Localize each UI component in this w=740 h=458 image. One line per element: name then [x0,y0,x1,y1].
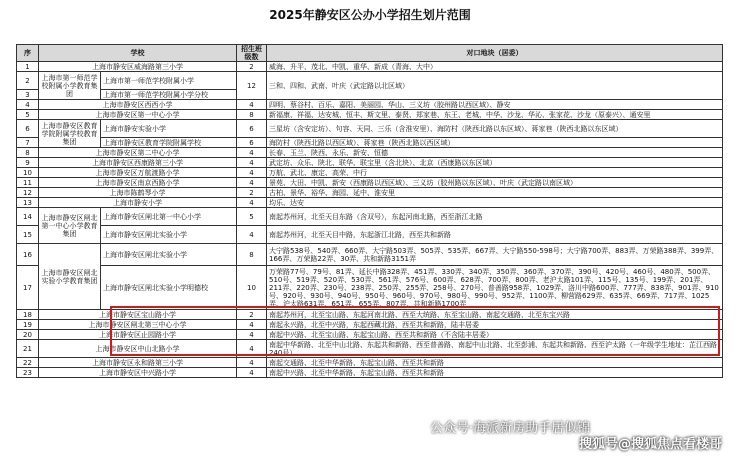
row-number: 4 [17,100,39,110]
table-row [17,330,723,340]
table-row [17,368,723,378]
row-number: 16 [17,244,39,266]
class-count: 10 [237,266,267,310]
class-count: 8 [237,244,267,266]
catchment-area: 南起苏州河，北至天目东路（含双号），东起河南北路，西至浙江北路 [267,208,723,226]
catchment-area: 南起交通路、北至中华新路、东起宝山路、西至共和新路 [267,358,723,368]
school-name: 上海市静安区闸北实验小学 [101,244,237,266]
row-number: 21 [17,340,39,358]
row-number: 2 [17,72,39,90]
catchment-area: 景苑、大田、中凯、新安（西康路以西区域）、三义坊（胶州路以东区域）、叶庆（武定路以南区域） [267,178,723,188]
col-area-header: 对口地块（居委） [267,45,723,62]
class-count: 4 [237,330,267,340]
row-number: 11 [17,178,39,188]
row-number: 15 [17,226,39,244]
school-name: 上海市静安区西康路第三小学 [39,158,237,168]
table-row [17,208,723,226]
table-row [17,72,723,90]
school-name: 上海市静安区第二中心小学 [39,148,237,158]
school-name: 上海市第一师范学校附属小学分校 [101,90,237,100]
col-classes-header: 招生班级数 [237,45,267,62]
catchment-area: 南起中华新路、北至中山北路、东起共和新路、西至普善路、南起中山北路、北至彭浦、东起共和新路、西至沪太路（一年级学生地址：芷江西路240号） [267,340,723,358]
row-number: 18 [17,310,39,320]
class-count: 6 [237,138,267,148]
class-count: 4 [237,148,267,158]
catchment-area: 四明、蔡谷村、百乐、嘉阳、美丽园、华山、三义坊（胶州路以西区域）、静安 [267,100,723,110]
catchment-area: 万航、武北、康定、高荣、中行 [267,168,723,178]
table-row [17,226,723,244]
class-count: 4 [237,100,267,110]
catchment-area: 武定坊、众乐、陕北、联华、联宝里（含北块）、北京（西康路以东区域） [267,158,723,168]
class-count: 4 [237,168,267,178]
class-count: 4 [237,158,267,168]
table-row [17,188,723,198]
school-group: 上海市第一师范学校附属小学教育集团 [39,72,101,100]
catchment-area: 南起永兴路，北至中兴路，东起西藏北路，西至共和新路，陆丰居委 [267,320,723,330]
table-row [17,110,723,120]
class-count: 4 [237,340,267,358]
school-name: 上海市静安区西西小学 [39,100,237,110]
row-number: 17 [17,266,39,310]
catchment-area: 均乐、达安 [267,198,723,208]
school-name: 上海市第一师范学校附属小学 [101,72,237,90]
enrollment-table [16,44,723,378]
table-row [17,320,723,330]
table-row [17,198,723,208]
school-name: 上海市静安区教育学院附属学校 [101,138,237,148]
catchment-area: 新福康、祥福、达安城、恒丰、斯文里、泰贤、郑家巷、东王、老城、中华、沙龙、华沁、张家花、沙龙（原泰兴）、通安里 [267,110,723,120]
school-name: 上海市静安区永和路第三小学 [39,358,237,368]
class-count: 2 [237,188,267,198]
catchment-area: 南起中兴路、北至宝山路、东起宝山路、西至共和新路（不含陆丰居委） [267,330,723,340]
row-number: 12 [17,188,39,198]
table-row [17,62,723,72]
class-count: 8 [237,110,267,120]
class-count: 2 [237,62,267,72]
school-group: 上海市静安区教育学院附属学校教育集团 [39,120,101,148]
table-row [17,310,723,320]
row-number: 8 [17,148,39,158]
catchment-area: 南起苏州河，北至宝山路、东起河南北路、西至大统路、东至宝山路、南起交通路、北至东宝兴路 [267,310,723,320]
catchment-area: 万荣路77号、79号、81弄、延长中路328弄、451弄、330弄、340弄、350弄、360弄、370弄、390号、420号、460号、480弄、500弄、510号、519弄、520弄、530弄、561弄、576号、600弄、628弄、700弄、800弄、老沪太路101弄、115号、135号、199弄、201弄、211弄、220弄、230号、238弄、250弄、255弄、258号、270号、普善路958弄、1029弄、洛川中路600弄、777弄、838弄、901弄、910号、920号、930号、940号、950号、960号、970号、980号、990号、952弄、1100弄、柳营路629弄、635弄、669弄、717弄、1025弄、沪太路631弄、651弄、655弄、807弄、共和新路1700弄 [267,266,723,310]
school-name: 上海市静安区闸北第一中心小学 [101,208,237,226]
row-number: 13 [17,198,39,208]
row-number: 20 [17,330,39,340]
catchment-area: 三和、四和、武南、叶庆（武定路以北区域） [267,72,723,100]
school-name: 上海市静安区第一中心小学 [39,110,237,120]
class-count: 4 [237,198,267,208]
school-name: 上海市静安区万航渡路小学 [39,168,237,178]
table-row [17,168,723,178]
table-row [17,158,723,168]
table-row [17,358,723,368]
watermark-sohu: 搜狐号@搜狐焦点看楼哥 [578,437,722,452]
row-number: 6 [17,120,39,138]
table-row [17,178,723,188]
table-row [17,120,723,138]
row-number: 5 [17,110,39,120]
row-number: 22 [17,358,39,368]
table-row [17,100,723,110]
school-name: 上海市静安区南京西路小学 [39,178,237,188]
catchment-area: 长春、玉兰、陕西、永乐、新安、恒德 [267,148,723,158]
school-name: 上海市静安区威海路第三小学 [39,62,237,72]
table-header [17,45,723,62]
catchment-area: 古柏、景华、裕华、海园、延中、淮安里 [267,188,723,198]
class-count: 6 [237,120,267,138]
school-name: 上海市静安区闸北实验小学明德校 [101,266,237,310]
row-number: 9 [17,158,39,168]
col-school-header: 学校 [39,45,237,62]
school-name: 上海市静安区宝山路小学 [39,310,237,320]
school-group: 上海市静安区闸北实验小学教育集团 [39,244,101,310]
row-number: 23 [17,368,39,378]
catchment-area: 大宁路538号、540弄、660弄、大宁路503弄、505弄、535弄、667弄、大宁路550-598号；大宁路700弄、883弄、万荣路388弄、399弄、166弄、万荣路22弄、30弄、共和新路3151弄 [267,244,723,266]
table-row [17,148,723,158]
catchment-area: 南起苏州河，北至天目中路，东起浙江北路，西至共和新路 [267,226,723,244]
school-name: 上海市静安区止园路小学 [39,330,237,340]
class-count: 4 [237,226,267,244]
class-count: 4 [237,178,267,188]
page-title: 2025年静安区公办小学招生划片范围 [269,8,471,22]
row-number: 19 [17,320,39,330]
table-row [17,138,723,148]
class-count: 4 [237,358,267,368]
row-number: 14 [17,208,39,226]
table-row [17,340,723,358]
table-row [17,244,723,266]
class-count: 4 [237,320,267,330]
class-count: 2 [237,310,267,320]
table-row [17,266,723,310]
school-name: 上海市静安区闸北实验小学 [101,226,237,244]
row-number: 10 [17,168,39,178]
row-number: 1 [17,62,39,72]
school-name: 上海市静安区中兴路小学 [39,368,237,378]
class-count: 12 [237,72,267,100]
catchment-area: 南起中兴路、北至中华新路、东起宝山路、西至共和新路 [267,368,723,378]
col-no-header: 序 [17,45,39,62]
catchment-area: 海防村（陕西北路以西区域）、蒋家巷（陕西北路以西区域） [267,138,723,148]
catchment-area: 三星坊（含安定坊）、句容、天同、三乐（含淮安里）、海防村（陕西北路以东区域）、蒋家巷（陕西北路以东区域） [267,120,723,138]
school-group: 上海市静安区闸北第一中心小学教育集团 [39,208,101,244]
watermark-wechat: 公众号·海派新房助手居似锦 [430,421,591,436]
class-count: 4 [237,368,267,378]
row-number: 7 [17,138,39,148]
row-number: 3 [17,90,39,100]
school-name: 上海市静安实验小学 [101,120,237,138]
school-name: 上海市陈鹤琴小学 [39,188,237,198]
class-count: 5 [237,208,267,226]
school-name: 上海市静安区中山北路小学 [39,340,237,358]
school-name: 上海市静安小学 [39,198,237,208]
catchment-area: 威海、升平、茂北、中凯、重华、新成（青海、大中） [267,62,723,72]
school-name: 上海市静安区闸北第三中心小学 [39,320,237,330]
